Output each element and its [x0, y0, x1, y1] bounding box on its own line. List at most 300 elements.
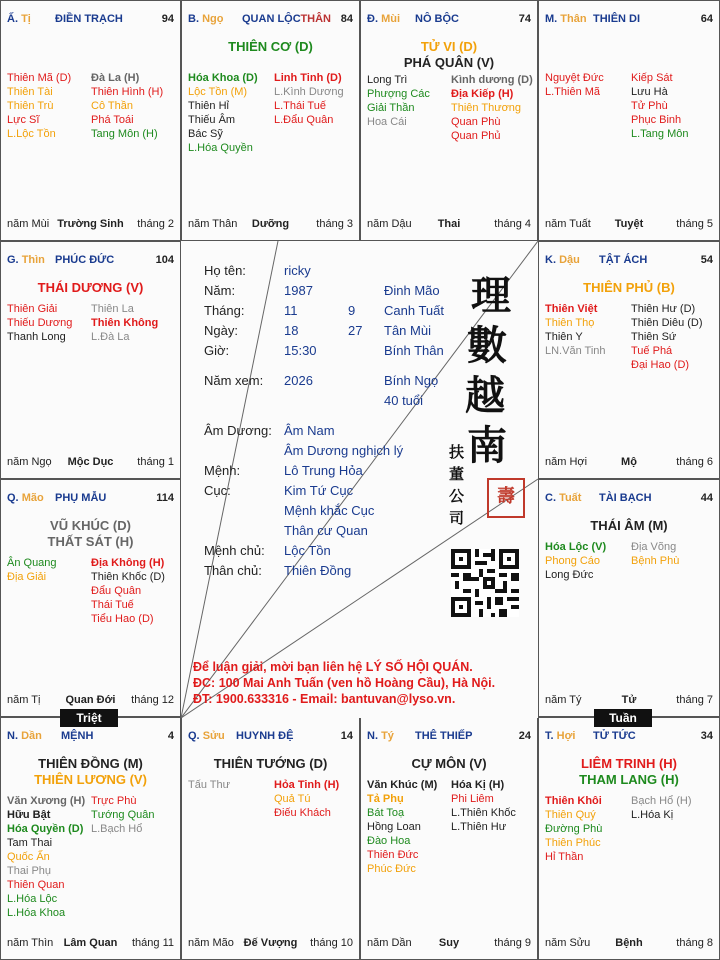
minor-star: Hỏa Tinh (H) — [274, 779, 340, 791]
palace-year: năm Dần — [367, 937, 412, 949]
palace-month: tháng 6 — [676, 456, 713, 468]
palace-footer — [7, 694, 174, 708]
main-star: THÁI DƯƠNG (V) — [37, 280, 144, 295]
palace-name: NÔ BỘC — [415, 13, 459, 25]
star-list-right — [91, 71, 163, 141]
minor-star: Nguyệt Đức — [545, 72, 604, 84]
palace-age: 104 — [155, 254, 174, 266]
palace-mui — [360, 0, 538, 241]
calli-char-4: 南 — [467, 422, 507, 469]
star-list-left — [545, 71, 604, 99]
minor-star: Văn Khúc (M) — [367, 779, 438, 791]
palace-year: năm Hợi — [545, 456, 588, 468]
main-stars — [361, 39, 537, 71]
calligraphy-small — [449, 441, 464, 529]
main-star: VŨ KHÚC (D) — [50, 518, 131, 533]
palace-branch — [367, 13, 400, 25]
minor-star: Long Đức — [545, 569, 594, 581]
star-list-left — [545, 794, 602, 864]
minor-star: Phi Liêm — [451, 793, 494, 805]
palace-ty2 — [360, 717, 538, 960]
calli-small-1: 扶 — [449, 443, 465, 461]
can-chi-gio: Bính Thân — [384, 343, 444, 358]
calli-small-4: 司 — [449, 509, 465, 527]
contact-line-3: ĐT: 1900.633316 - Email: bantuvan@lyso.vn. — [193, 692, 456, 706]
palace-month: tháng 8 — [676, 937, 713, 949]
main-stars — [182, 756, 359, 772]
minor-star: Địa Giải — [7, 571, 47, 583]
minor-star: Phá Toái — [91, 114, 134, 126]
branch-prefix: Ấ. — [7, 13, 18, 25]
palace-header — [7, 730, 174, 746]
minor-star: Đẩu Quân — [91, 585, 142, 597]
main-star: THIÊN PHỦ (B) — [583, 280, 675, 295]
minor-star: Thiên Tài — [7, 86, 53, 98]
minor-star: Thiên Thương — [451, 102, 522, 114]
palace-branch — [545, 254, 580, 266]
minor-star: Đà La (H) — [91, 72, 140, 84]
palace-stage: Bệnh — [615, 937, 643, 949]
can-chi-nam: Đinh Mão — [384, 283, 440, 298]
palace-footer — [188, 937, 353, 951]
palace-name: PHỤ MẪU — [55, 492, 107, 504]
palace-stage: Dưỡng — [251, 218, 290, 230]
palace-hoi — [538, 717, 720, 960]
minor-star: Thai Phụ — [7, 865, 52, 877]
qr-code[interactable] — [451, 549, 519, 617]
palace-year: năm Mùi — [7, 218, 50, 230]
minor-star: Bệnh Phù — [631, 555, 680, 567]
minor-star: L.Đẩu Quân — [274, 114, 334, 126]
palace-stage: Suy — [438, 937, 460, 949]
branch-name: Ngọ — [202, 13, 224, 25]
can-chi-nam-xem: Bính Ngọ — [384, 373, 439, 388]
minor-star: Điếu Khách — [274, 807, 331, 819]
label-ngay: Ngày: — [204, 323, 238, 338]
palace-name: ĐIỀN TRẠCH — [55, 13, 123, 25]
branch-name: Dần — [21, 730, 42, 742]
palace-header — [367, 730, 531, 746]
label-thang: Tháng: — [204, 303, 245, 318]
palace-branch — [7, 730, 42, 742]
branch-prefix: M. — [545, 13, 558, 25]
star-list-right — [631, 302, 703, 372]
minor-star: L.Kình Dương — [274, 86, 344, 98]
minor-star: LN.Văn Tinh — [545, 345, 606, 357]
main-star: TỬ VI (D) — [420, 39, 478, 54]
value-ngay-am: 27 — [348, 323, 363, 338]
value-cuc-3: Thân cư Quan — [284, 523, 368, 538]
star-list-left — [367, 73, 430, 129]
palace-thin — [0, 241, 181, 479]
main-star: THIÊN ĐỒNG (M) — [38, 756, 143, 771]
label-gio: Giờ: — [204, 343, 230, 358]
red-seal-stamp: 壽 — [487, 478, 525, 518]
palace-branch — [545, 730, 575, 742]
palace-year: năm Tị — [7, 694, 41, 706]
minor-star: Thiên Hỉ — [188, 100, 229, 112]
minor-star: Bác Sỹ — [188, 128, 223, 140]
minor-star: Quan Phủ — [451, 130, 501, 142]
label-am-duong: Âm Dương: — [204, 423, 272, 438]
palace-than — [538, 0, 720, 241]
minor-star: Ân Quang — [7, 557, 57, 569]
star-list-right — [91, 556, 165, 626]
value-cuc-2: Mệnh khắc Cục — [284, 503, 375, 518]
calli-small-2: 董 — [449, 465, 465, 483]
minor-star: Hóa Khoa (D) — [188, 72, 258, 84]
palace-name: THIÊN DI — [593, 13, 641, 25]
palace-header — [545, 492, 713, 508]
palace-age: 14 — [340, 730, 353, 742]
branch-name: Dậu — [559, 254, 580, 266]
palace-year: năm Tý — [545, 694, 582, 706]
palace-stage: Mộ — [621, 456, 637, 468]
minor-star: Quan Phù — [451, 116, 501, 128]
palace-stage: Tử — [621, 694, 637, 706]
palace-header — [188, 13, 353, 29]
main-star: THẤT SÁT (H) — [47, 534, 134, 549]
palace-age: 84 — [340, 13, 353, 25]
minor-star: Phục Binh — [631, 114, 682, 126]
palace-ngo — [181, 0, 360, 241]
than-marker: THÂN — [300, 13, 331, 25]
palace-month: tháng 10 — [310, 937, 353, 949]
star-list-right — [451, 778, 516, 834]
palace-age: 24 — [518, 730, 531, 742]
tuan-tag: Tuần — [594, 709, 652, 727]
minor-star: Phong Cáo — [545, 555, 601, 567]
minor-star: Hồng Loan — [367, 821, 421, 833]
palace-header — [367, 13, 531, 29]
can-chi-thang: Canh Tuất — [384, 303, 444, 318]
minor-star: Thiên Quý — [545, 809, 596, 821]
branch-prefix: Q. — [7, 492, 19, 504]
minor-star: Bạch Hổ (H) — [631, 795, 692, 807]
palace-branch — [545, 13, 587, 25]
palace-branch — [188, 13, 223, 25]
minor-star: Thiên Phúc — [545, 837, 601, 849]
branch-name: Thìn — [21, 254, 45, 266]
main-star: THIÊN CƠ (D) — [228, 39, 313, 54]
palace-year: năm Thân — [188, 218, 238, 230]
star-list-right — [631, 794, 692, 822]
minor-star: Tam Thai — [7, 837, 53, 849]
star-list-right — [274, 71, 344, 127]
minor-star: L.Hóa Quyền — [188, 142, 253, 154]
branch-name: Tị — [21, 13, 31, 25]
palace-age: 74 — [518, 13, 531, 25]
minor-star: Tiểu Hao (D) — [91, 613, 154, 625]
palace-year: năm Mão — [188, 937, 234, 949]
star-list-right — [631, 540, 679, 568]
star-list-right — [631, 71, 688, 141]
palace-stage: Trường Sinh — [57, 218, 124, 230]
minor-star: Địa Võng — [631, 541, 677, 553]
label-nam: Năm: — [204, 283, 236, 298]
minor-star: Quả Tú — [274, 793, 311, 805]
value-thang: 11 — [284, 303, 298, 318]
palace-branch — [545, 492, 581, 504]
main-star: LIÊM TRINH (H) — [580, 756, 678, 771]
minor-star: Tướng Quân — [91, 809, 155, 821]
label-than-chu: Thân chủ: — [204, 563, 262, 578]
palace-footer — [545, 937, 713, 951]
minor-star: Thiếu Dương — [7, 317, 73, 329]
palace-header — [7, 492, 174, 508]
palace-age: 94 — [161, 13, 174, 25]
minor-star: Địa Không (H) — [91, 557, 165, 569]
palace-footer — [7, 456, 174, 470]
palace-year: năm Dậu — [367, 218, 412, 230]
palace-footer — [545, 456, 713, 470]
minor-star: Thiên Hình (H) — [91, 86, 164, 98]
minor-star: Thiên Diêu (D) — [631, 317, 703, 329]
palace-stage: Quan Đới — [65, 694, 116, 706]
minor-star: Đào Hoa — [367, 835, 411, 847]
minor-star: Kiếp Sát — [631, 72, 673, 84]
minor-star: L.Bạch Hổ — [91, 823, 143, 835]
minor-star: L.Hóa Kị — [631, 809, 674, 821]
value-thang-am: 9 — [348, 303, 356, 318]
palace-year: năm Ngọ — [7, 456, 52, 468]
chart-center-info — [181, 241, 538, 718]
palace-dau — [538, 241, 720, 479]
palace-branch — [7, 254, 45, 266]
palace-footer — [545, 218, 713, 232]
palace-name: TẬT ÁCH — [599, 254, 648, 266]
minor-star: L.Hóa Lộc — [7, 893, 58, 905]
palace-name: MỆNH — [61, 730, 94, 742]
star-list-right — [274, 778, 339, 820]
minor-star: Thanh Long — [7, 331, 66, 343]
minor-star: Lưu Hà — [631, 86, 668, 98]
minor-star: Thiên Sứ — [631, 331, 677, 343]
palace-header — [545, 254, 713, 270]
minor-star: Hoa Cái — [367, 116, 407, 128]
minor-star: Lộc Tồn (M) — [188, 86, 248, 98]
minor-star: Tả Phụ — [367, 793, 404, 805]
minor-star: Tấu Thư — [188, 779, 231, 791]
palace-branch — [367, 730, 394, 742]
minor-star: Trực Phù — [91, 795, 137, 807]
minor-star: Thiên Mã (D) — [7, 72, 72, 84]
value-am-duong-2: Âm Dương nghịch lý — [284, 443, 404, 458]
label-menh: Mệnh: — [204, 463, 241, 478]
minor-star: Thiên Thọ — [545, 317, 595, 329]
main-star: THAM LANG (H) — [579, 772, 679, 787]
value-menh: Lô Trung Hỏa — [284, 463, 363, 478]
minor-star: Thiên Giải — [7, 303, 58, 315]
star-list-left — [545, 540, 606, 582]
palace-month: tháng 3 — [316, 218, 353, 230]
minor-star: Thiên Quan — [7, 879, 65, 891]
label-menh-chu: Mệnh chủ: — [204, 543, 265, 558]
minor-star: Quốc Ấn — [7, 851, 50, 863]
minor-star: Đại Hao (D) — [631, 359, 690, 371]
main-star: THIÊN LƯƠNG (V) — [34, 772, 147, 787]
palace-name: QUAN LỘC — [242, 13, 301, 25]
main-stars — [539, 280, 719, 296]
palace-month: tháng 4 — [494, 218, 531, 230]
palace-branch — [7, 13, 31, 25]
palace-name: PHÚC ĐỨC — [55, 254, 115, 266]
main-star: CỰ MÔN (V) — [411, 756, 487, 771]
minor-star: Phúc Đức — [367, 863, 416, 875]
calli-char-1: 理 — [471, 272, 511, 319]
main-star: THIÊN TƯỚNG (D) — [213, 756, 328, 771]
main-stars — [539, 756, 719, 788]
minor-star: Văn Xương (H) — [7, 795, 86, 807]
palace-month: tháng 9 — [494, 937, 531, 949]
minor-star: Giải Thần — [367, 102, 415, 114]
minor-star: Hữu Bật — [7, 809, 51, 821]
minor-star: Hóa Kị (H) — [451, 779, 505, 791]
minor-star: L.Hóa Khoa — [7, 907, 66, 919]
palace-footer — [545, 694, 713, 708]
palace-age: 44 — [700, 492, 713, 504]
triet-tag: Triệt — [60, 709, 118, 727]
branch-name: Tuất — [559, 492, 582, 504]
star-list-right — [91, 794, 155, 836]
palace-name: THÊ THIẾP — [415, 730, 473, 742]
palace-month: tháng 7 — [676, 694, 713, 706]
minor-star: L.Tang Môn — [631, 128, 689, 140]
minor-star: Thiên Khôi — [545, 795, 602, 807]
palace-stage: Mộc Dục — [67, 456, 114, 468]
palace-header — [7, 254, 174, 270]
minor-star: Tang Môn (H) — [91, 128, 158, 140]
branch-prefix: B. — [188, 13, 199, 25]
calli-small-3: 公 — [449, 487, 465, 505]
minor-star: Thiên La — [91, 303, 134, 315]
minor-star: Hỉ Thần — [545, 851, 584, 863]
palace-stage: Tuyệt — [614, 218, 644, 230]
palace-age: 4 — [167, 730, 174, 742]
can-chi-ngay: Tân Mùi — [384, 323, 431, 338]
palace-branch — [188, 730, 225, 742]
minor-star: Hóa Lộc (V) — [545, 541, 607, 553]
minor-star: Đường Phù — [545, 823, 603, 835]
palace-header — [545, 730, 713, 746]
branch-name: Sửu — [202, 730, 225, 742]
star-list-left — [7, 71, 71, 141]
birth-info — [204, 261, 263, 391]
palace-dan — [0, 717, 181, 960]
contact-info — [193, 659, 495, 707]
label-nam-xem: Năm xem: — [204, 373, 264, 388]
calli-char-3: 越 — [465, 372, 505, 419]
palace-header — [545, 13, 713, 29]
minor-star: L.Lộc Tồn — [7, 128, 56, 140]
palace-age: 114 — [156, 492, 174, 504]
palace-month: tháng 1 — [137, 456, 174, 468]
palace-month: tháng 5 — [676, 218, 713, 230]
value-cuc: Kim Tứ Cục — [284, 483, 354, 498]
branch-name: Tý — [381, 730, 394, 742]
main-stars — [1, 280, 180, 296]
palace-stage: Thai — [437, 218, 461, 230]
value-than-chu: Thiên Đồng — [284, 563, 352, 578]
branch-prefix: G. — [7, 254, 19, 266]
label-ho-ten: Họ tên: — [204, 263, 246, 278]
minor-star: L.Đà La — [91, 331, 130, 343]
palace-age: 34 — [700, 730, 713, 742]
calli-char-2: 數 — [467, 322, 507, 369]
branch-prefix: N. — [7, 730, 18, 742]
value-menh-chu: Lộc Tồn — [284, 543, 331, 558]
palace-age: 54 — [700, 254, 713, 266]
minor-star: Phượng Các — [367, 88, 430, 100]
minor-star: Tử Phù — [631, 100, 668, 112]
palace-footer — [7, 937, 174, 951]
star-list-left — [7, 556, 57, 584]
calligraphy-logo — [465, 271, 511, 471]
star-list-right — [91, 302, 158, 344]
minor-star: Thiên Y — [545, 331, 583, 343]
palace-branch — [7, 492, 44, 504]
main-stars — [1, 518, 180, 550]
value-ngay: 18 — [284, 323, 299, 338]
branch-name: Mão — [21, 492, 44, 504]
palace-month: tháng 12 — [131, 694, 174, 706]
branch-name: Thân — [560, 13, 587, 25]
minor-star: L.Thiên Hư — [451, 821, 507, 833]
main-stars — [1, 756, 180, 788]
palace-year: năm Sửu — [545, 937, 591, 949]
minor-star: Lực Sĩ — [7, 114, 40, 126]
palace-footer — [367, 218, 531, 232]
minor-star: L.Thái Tuế — [274, 100, 326, 112]
branch-prefix: Q. — [188, 730, 200, 742]
palace-footer — [7, 218, 174, 232]
star-list-left — [188, 71, 258, 155]
palace-name: TÀI BẠCH — [599, 492, 652, 504]
minor-star: Long Trì — [367, 74, 408, 86]
value-gio: 15:30 — [284, 343, 317, 358]
minor-star: Tuế Phá — [631, 345, 673, 357]
palace-month: tháng 11 — [131, 937, 174, 949]
palace-name: HUYNH ĐỆ — [236, 730, 294, 742]
branch-prefix: N. — [367, 730, 378, 742]
palace-ty — [0, 0, 181, 241]
star-list-left — [7, 794, 85, 920]
minor-star: Kình dương (D) — [451, 74, 533, 86]
star-list-right — [451, 73, 533, 143]
value-nam: 1987 — [284, 283, 313, 298]
minor-star: Thiếu Âm — [188, 114, 236, 126]
palace-suu — [181, 717, 360, 960]
minor-star: Linh Tinh (D) — [274, 72, 342, 84]
main-stars — [539, 518, 719, 534]
palace-age: 64 — [700, 13, 713, 25]
branch-prefix: T. — [545, 730, 554, 742]
star-list-left — [188, 778, 230, 792]
age: 40 tuổi — [384, 393, 424, 408]
contact-line-1: Để luận giải, mời bạn liên hệ LÝ SỐ HỘI QUÁN. — [193, 660, 473, 674]
minor-star: Thiên Hư (D) — [631, 303, 696, 315]
minor-star: Thiên Việt — [545, 303, 598, 315]
branch-prefix: C. — [545, 492, 556, 504]
minor-star: Bát Toạ — [367, 807, 405, 819]
palace-footer — [367, 937, 531, 951]
main-star: THÁI ÂM (M) — [590, 518, 668, 533]
branch-name: Mùi — [381, 13, 401, 25]
main-stars — [361, 756, 537, 772]
branch-prefix: Đ. — [367, 13, 378, 25]
main-star: PHÁ QUÂN (V) — [403, 55, 495, 70]
minor-star: Thiên Trù — [7, 100, 54, 112]
